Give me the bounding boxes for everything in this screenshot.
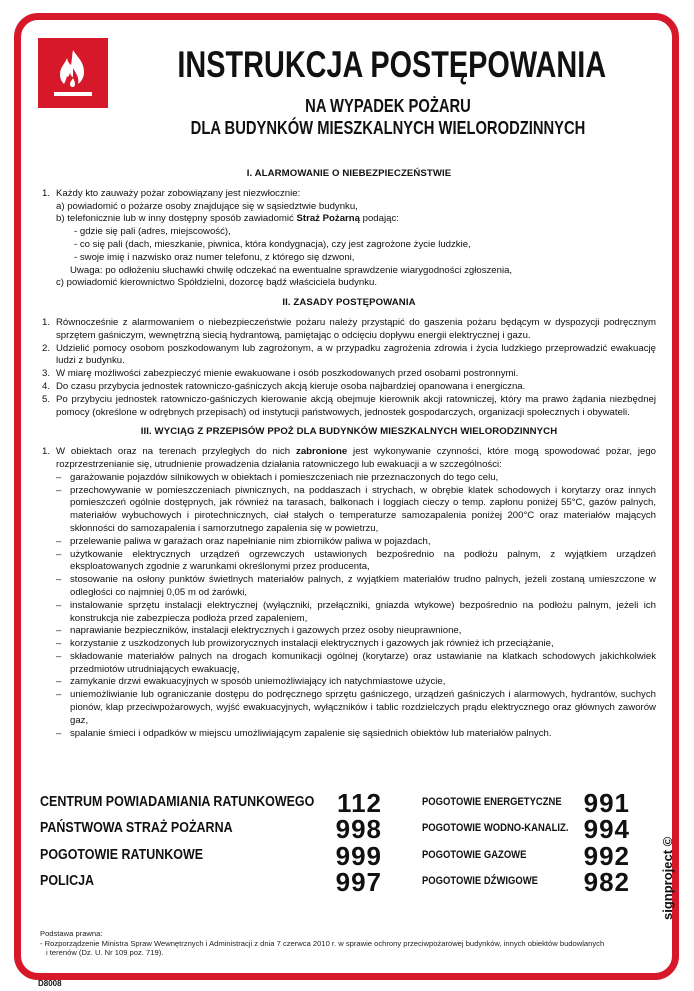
contact-number: 994 [583,814,630,844]
contact-number: 112 [337,788,382,818]
dash-bullet: – [56,638,62,650]
dash-bullet: – [56,548,62,560]
section-1-paragraph [42,188,656,201]
contact-name: POGOTOWIE GAZOWE [422,849,527,861]
item-number: 1. [42,316,51,328]
list-item [56,549,656,575]
page-title: INSTRUKCJA POSTĘPOWANIA [177,44,607,85]
list-item-text: uniemożliwianie lub ograniczanie dostępu do podręcznego sprzętu gaśniczego, urządzeń gaśniczych i alarmowych, hydrantów, suchych pionów, klap przeciwpożarowych, wyjść ewakuacyjnych, wyłączników i tablic rozdzielczych prądu elektrycznego oraz głównych zaworów gaz, [70,689,656,726]
list-item-text: stosowanie na osłony punktów świetlnych materiałów palnych, z wyjątkiem materiałów trudno palnych, jeżeli zostaną umieszczone w odległości co najmniej 0,05 m od żarówki, [70,574,656,598]
legal-line: i terenów (Dz. U. Nr 109 poz. 719). [46,948,164,957]
section-1-a [42,201,656,214]
section-2-item [42,368,656,381]
list-item-text: garażowanie pojazdów silnikowych w obiektach i pomieszczeniach nie przeznaczonych do tego celu, [70,471,499,483]
contact-row [40,841,640,871]
section-3-title: III. WYCIĄG Z PRZEPISÓW PPOŻ DLA BUDYNKÓW MIESZKALNYCH WIELORODZINNYCH [140,426,558,438]
contact-name: POGOTOWIE RATUNKOWE [40,847,204,863]
section-1-b-item: - gdzie się pali (adres, miejscowość), [74,226,231,238]
section-1-b-post: podając: [359,213,399,225]
legal-label: Podstawa prawna: [40,929,103,938]
legal-basis [40,929,640,958]
section-1-b-pre: b) telefonicznie lub w inny dostępny sposób zawiadomić [56,213,297,225]
dash-bullet: – [56,727,62,739]
section-1-b [42,213,656,226]
section-3-text-post: jest wykonywanie czynności, które mogą spowodować pożar, jego rozprzestrzenianie się, utrudnienie prowadzenia działania ratowniczego lub ewakuacji a w szczególności: [56,446,656,470]
subtitle-2: DLA BUDYNKÓW MIESZKALNYCH WIELORODZINNYCH [190,118,586,138]
section-3-paragraph [42,446,656,472]
list-item-text: zamykanie drzwi ewakuacyjnych w sposób uniemożliwiający ich natychmiastowe użycie, [70,676,446,688]
item-number: 5. [42,393,51,405]
list-item [56,689,656,727]
dash-bullet: – [56,535,62,547]
list-item [56,676,656,689]
contact-number: 998 [335,814,382,844]
list-item [56,485,656,536]
list-item [56,728,656,741]
product-code: D8008 [38,979,62,988]
dash-bullet: – [56,484,62,496]
list-item-text: naprawianie bezpieczników, instalacji elektrycznych i gazowych przez osoby nieuprawnione, [70,625,462,637]
contact-name: POLICJA [40,873,95,889]
contact-row [40,867,640,897]
section-2-title: II. ZASADY POSTĘPOWANIA [282,297,416,309]
legal-line: - Rozporządzenie Ministra Spraw Wewnętrznych i Administracji z dnia 7 czerwca 2010 r. w sprawie ochrony przeciwpożarowej budynków, innych obiektów budowlanych [40,938,605,948]
list-item [56,536,656,549]
dash-bullet: – [56,689,62,701]
list-item [56,651,656,677]
contact-row [40,788,640,818]
contact-number: 997 [335,867,382,897]
list-item [56,625,656,638]
contact-name: POGOTOWIE DŹWIGOWE [422,875,538,887]
item-number: 4. [42,380,51,392]
prohibited-emphasis: zabronione [296,446,348,458]
section-2-item [42,381,656,394]
contact-number: 991 [583,788,630,818]
section-1-note: Uwaga: po odłożeniu słuchawki chwilę odczekać na ewentualne sprawdzenie wiarygodności zgłoszenia, [70,264,513,276]
list-item-text: spalanie śmieci i odpadków w miejscu umożliwiającym zapalenie się sąsiednich obiektów lub materiałów palnych. [70,727,552,739]
section-1-a-text: a) powiadomić o pożarze osoby znajdujące się w sąsiedztwie budynku, [56,200,358,212]
section-2-item-text: Do czasu przybycia jednostek ratowniczo-gaśniczych akcją kieruje osoba najbardziej opanowana i energiczna. [56,380,526,392]
emergency-numbers [40,788,640,898]
instructions-body [42,168,656,740]
contact-number: 999 [335,841,382,871]
section-1-b-item: - co się pali (dach, mieszkanie, piwnica, która kondygnacja), czy jest zagrożone życie ludzkie, [74,238,471,250]
fire-brigade-emphasis: Straż Pożarną [296,213,360,225]
flammable-icon [38,38,108,108]
item-number: 2. [42,342,51,354]
item-number: 1. [42,187,51,199]
dash-bullet: – [56,471,62,483]
contact-name: POGOTOWIE WODNO-KANALIZ. [422,822,569,834]
section-2-item [42,394,656,420]
section-2-item [42,343,656,369]
section-3-text-pre: W obiektach oraz na terenach przyległych do nich [56,446,297,458]
section-2-item-text: Udzielić pomocy osobom poszkodowanym lub zagrożonym, a w przypadku zagrożenia zdrowia i życia ludzkiego przeprowadzić ewakuację ludzi z budynku. [56,342,656,367]
section-2-item-text: W miarę możliwości zabezpieczyć mienie ewakuowane i osób poszkodowanych przed osobami postronnymi. [56,368,519,380]
list-item-text: instalowanie sprzętu instalacji elektrycznej (wyłączniki, przełączniki, gniazda wtykowe) bezpośrednio na podłożu palnym, jeżeli ich konstrukcja nie zabezpiecza podłoża przed zapaleniem, [70,599,656,624]
list-item [56,472,656,485]
list-item [56,600,656,626]
section-1-text: Każdy kto zauważy pożar zobowiązany jest niezwłocznie: [56,187,301,199]
dash-bullet: – [56,650,62,662]
contact-name: CENTRUM POWIADAMIANIA RATUNKOWEGO [40,794,315,810]
list-item-text: korzystanie z uszkodzonych lub prowizorycznych instalacji elektrycznych i gazowych jak również ich przeciążanie, [70,638,554,650]
list-item-text: przelewanie paliwa w garażach oraz napełnianie nim zbiorników paliwa w pojazdach, [70,535,431,547]
dash-bullet: – [56,676,62,688]
dash-bullet: – [56,599,62,611]
section-2-item-text: Równocześnie z alarmowaniem o niebezpieczeństwie pożaru należy przystąpić do gaszenia pożaru będącym w dyspozycji podręcznym sprzętem gaśniczym, wewnętrzną siecią hydrantową, pamiętając o odcięciu dopływu energii elektrycznej i gazu. [56,316,656,341]
dash-bullet: – [56,574,62,586]
contact-number: 992 [583,841,630,871]
list-item-text: przechowywanie w pomieszczeniach piwnicznych, na poddaszach i strychach, w obrębie klatek schodowych i korytarzy oraz innych pomieszczeń ogólnie dostępnych, jak również na tarasach, balkonach i loggiach cieczy o temp. zapłonu poniżej 55°C, gazów palnych, materiałów wybuchowych i pirotechnicznych, ciał stałych o temperaturze samozapalenia poniżej 200°C oraz materiałów mających skłonności do samozapalenia i samorzutnego zapalenia się w powietrzu, [70,484,656,534]
list-item-text: użytkowanie elektrycznych urządzeń ogrzewczych ustawionych bezpośrednio na podłożu palnym, z wyjątkiem urządzeń eksploatowanych zgodnie z warunkami określonymi przez producenta, [70,548,656,573]
contact-row [40,814,640,844]
prohibited-list [42,472,656,741]
list-item-text: składowanie materiałów palnych na drogach komunikacji ogólnej (korytarze) oraz ustawianie na klatkach schodowych jakichkolwiek przedmiotów utrudniających ewakuację, [70,650,656,675]
subtitle-1: NA WYPADEK POŻARU [305,96,471,116]
contact-name: POGOTOWIE ENERGETYCZNE [422,796,562,808]
section-1-c: c) powiadomić kierownictwo Spółdzielni, dozorcę bądź właściciela budynku. [56,277,378,289]
section-1-b-item: - swoje imię i nazwisko oraz numer telefonu, z którego się dzwoni, [74,251,355,263]
section-1-title: I. ALARMOWANIE O NIEBEZPIECZEŃSTWIE [246,168,452,179]
section-2-item-text: Po przybyciu jednostek ratowniczo-gaśniczych kierowanie akcją obejmuje kierownik akcji ratowniczej, który ma prawo żądania niezbędnej pomocy (określone w odrębnych przepisach) od instytucji państwowych, jednostek gospodarczych, organizacji społecznych i obywateli. [56,393,656,418]
item-number: 3. [42,368,51,380]
contact-name: PAŃSTWOWA STRAŻ POŻARNA [40,820,233,836]
list-item [56,574,656,600]
dash-bullet: – [56,625,62,637]
list-item [56,638,656,651]
item-number: 1. [42,446,51,458]
brand-label: signproject © [660,836,675,920]
section-2-item [42,317,656,343]
contact-number: 982 [583,867,630,897]
